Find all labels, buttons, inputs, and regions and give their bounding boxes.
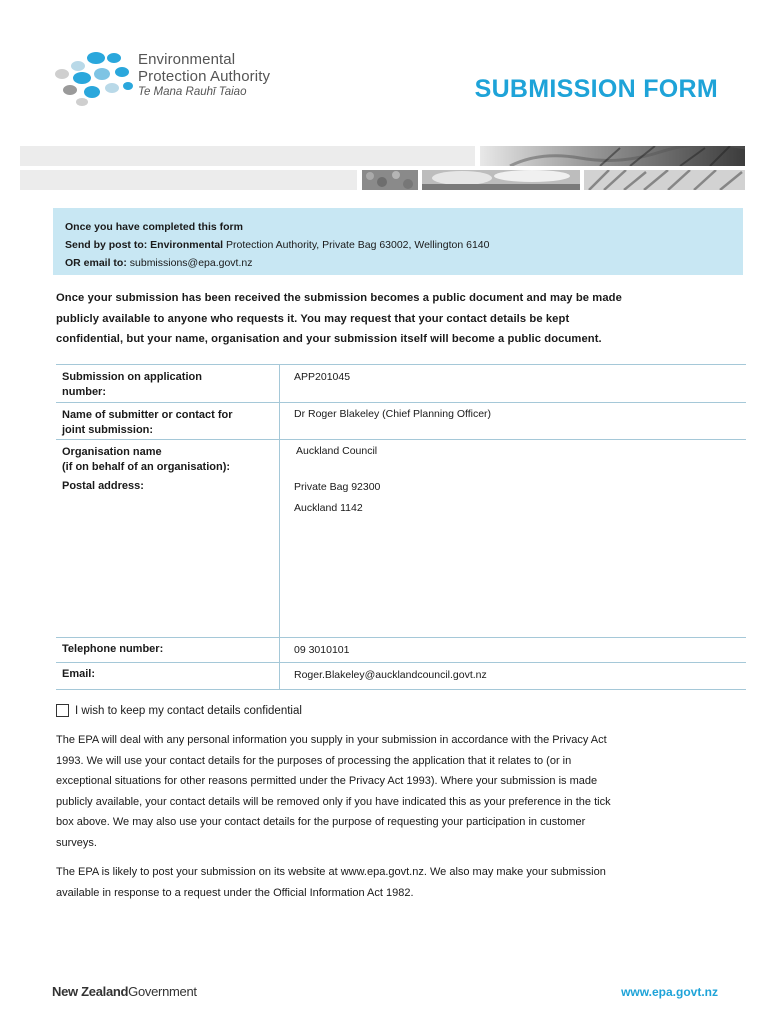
submitter-row [56,403,746,440]
telephone-value[interactable]: 09 3010101 [294,644,350,656]
confidential-checkbox[interactable] [56,704,69,717]
telephone-label: Telephone number: [62,643,164,655]
application-row [56,364,746,403]
epa-logo-icon [52,48,137,108]
instructions-post: Send by post to: Environmental Protection Authority, Private Bag 63002, Wellington 6140 [65,239,490,251]
organisation-row [56,440,746,477]
submitter-details-table [56,364,746,690]
logo-line2: Protection Authority [138,68,271,85]
sky-photo-strip [422,170,580,190]
email-value[interactable]: Roger.Blakeley@aucklandcouncil.govt.nz [294,669,487,681]
logo-text [138,52,270,99]
telephone-row [56,638,746,663]
banner-strip-bottom [20,170,357,190]
postal-value[interactable]: Private Bag 92300 Auckland 1142 [294,481,381,514]
organisation-label: Organisation name (if on behalf of an organisation): [62,446,231,473]
postal-row [56,477,746,638]
confidential-option[interactable] [56,704,302,717]
nz-government-logo: New ZealandGovernment [52,984,197,999]
email-row [56,663,746,690]
website-paragraph: The EPA is likely to post your submission on its website at www.epa.govt.nz. We also may make your submission available in response to a request under the Official Information Act 1982. [56,866,606,899]
logo-line1: Environmental [138,51,236,68]
privacy-paragraph: The EPA will deal with any personal information you supply in your submission in accordance with the Privacy Act 1993. We will use your contact details for the purposes of processing the application that it relates to (or in exceptional situations for other reasons permitted under the Privacy Act 1993). Where your submission is made publicly available, your contact details will be removed only if you have indicated this as your preference in the tick box above. We may also use your contact details for the purpose of requesting your participation in customer surveys. [56,734,611,849]
fern-photo-strip-bottom [584,170,745,190]
submitter-label: Name of submitter or contact for joint submission: [62,409,233,436]
organisation-value[interactable]: Auckland Council [296,445,378,457]
footer-website-link[interactable]: www.epa.govt.nz [621,985,718,999]
application-value[interactable]: APP201045 [294,371,351,383]
submitter-value[interactable]: Dr Roger Blakeley (Chief Planning Officer) [294,408,492,420]
public-document-notice: Once your submission has been received the submission becomes a public document and may be made publicly available to anyone who requests it. You may request that your contact details be kept confidential, but your name, organisation and your submission itself will become a public document. [56,292,622,345]
banner-strip-top [20,146,475,166]
application-label: Submission on application number: [62,371,202,398]
postal-label: Postal address: [62,480,144,492]
fern-photo-strip-top [480,146,745,166]
email-label: Email: [62,668,96,680]
instructions-box [53,208,743,275]
confidential-label: I wish to keep my contact details confidential [75,704,302,717]
instructions-line1: Once you have completed this form [65,221,243,233]
logo-line3: Te Mana Rauhī Taiao [138,86,247,98]
instructions-email: OR email to: submissions@epa.govt.nz [65,257,253,269]
page-title: SUBMISSION FORM [474,75,718,103]
rock-photo-strip [362,170,418,190]
